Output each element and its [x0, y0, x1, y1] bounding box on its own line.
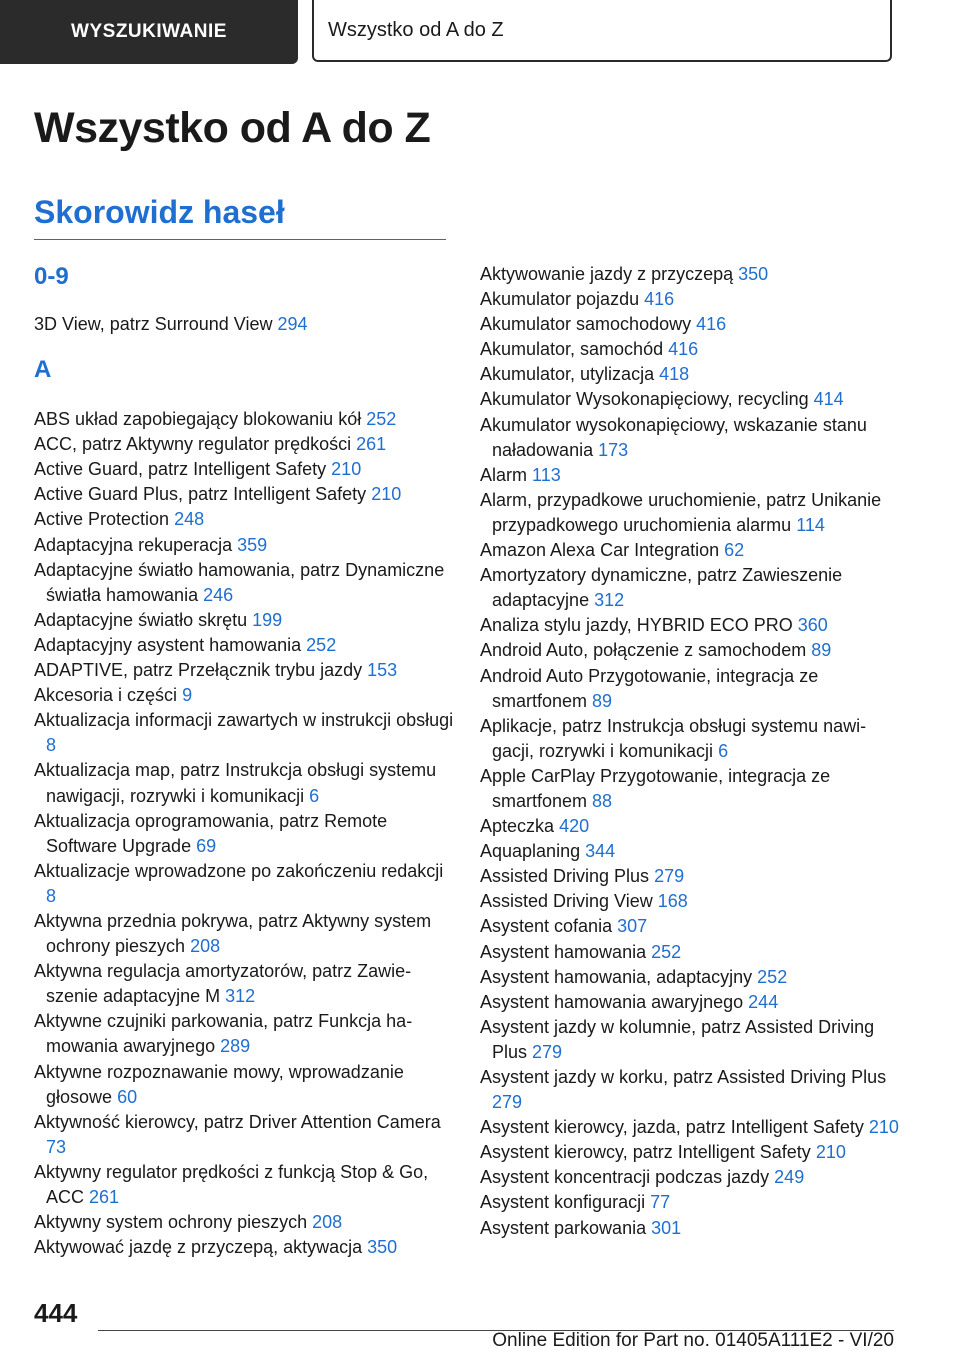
index-entry-term: Akumulator samochodowy	[480, 314, 692, 335]
index-entry[interactable]	[480, 839, 900, 864]
index-entry[interactable]	[480, 463, 900, 488]
index-entry-term: Aktywny regulator prędkości z funkcją Stop & Go, ACC	[34, 1161, 429, 1207]
index-entry[interactable]	[480, 1165, 900, 1190]
footer-edition-text: Online Edition for Part no. 01405A111E2 - VI/20	[492, 1330, 894, 1351]
index-column-right	[480, 262, 900, 1241]
index-entry-term: Adaptacyjny asystent hamowania	[34, 634, 302, 655]
index-entry-page-link[interactable]: 420	[559, 816, 590, 837]
index-entry[interactable]	[480, 488, 900, 538]
index-entry[interactable]	[34, 859, 454, 909]
index-entry-term: Akumulator wysokonapięciowy, wskazanie stanu naładowania	[480, 414, 867, 460]
index-entry-term: Asystent cofania	[480, 916, 613, 937]
index-entry-page-link[interactable]: 312	[594, 590, 625, 611]
index-entry-term: Asystent hamowania awaryjnego	[480, 991, 744, 1012]
index-entry-page-link[interactable]: 414	[813, 389, 844, 410]
index-entry-term: Aktualizacja informacji zawartych w instrukcji obsługi	[34, 710, 454, 731]
index-entry-term: Active Protection	[34, 509, 170, 530]
index-entry[interactable]	[34, 312, 454, 337]
index-column-left	[34, 262, 454, 1260]
index-entry[interactable]	[34, 558, 454, 608]
index-entry-page-link[interactable]: 6	[309, 785, 320, 806]
index-entry-page-link[interactable]: 307	[617, 916, 648, 937]
index-entry-page-link[interactable]: 73	[46, 1136, 67, 1157]
index-entry-term: Aktywna regulacja amortyzatorów, patrz Zawieszenie adaptacyjne M	[34, 961, 412, 1007]
index-entry[interactable]	[480, 613, 900, 638]
index-entry-term: Adaptacyjne światło skrętu	[34, 609, 248, 630]
index-entry[interactable]	[34, 708, 454, 758]
index-entry-page-link[interactable]: 210	[371, 484, 402, 505]
index-entry[interactable]	[34, 1060, 454, 1110]
index-entry-page-link[interactable]: 279	[654, 866, 685, 887]
section-divider	[34, 239, 446, 240]
index-entry-term: Aktualizacja map, patrz Instrukcja obsługi systemu nawigacji, rozrywki i komunikacji	[34, 760, 437, 806]
index-entry-term: Asystent parkowania	[480, 1217, 647, 1238]
index-entry-page-link[interactable]: 60	[117, 1086, 138, 1107]
index-entry-page-link[interactable]: 77	[650, 1192, 671, 1213]
index-entry[interactable]	[34, 533, 454, 558]
index-entry-term: Adaptacyjne światło hamowania, patrz Dynamiczne światła hamowania	[34, 559, 445, 605]
index-entry-page-link[interactable]: 62	[724, 540, 745, 561]
index-entry[interactable]	[34, 1235, 454, 1260]
index-entry[interactable]	[480, 387, 900, 412]
index-entry-page-link[interactable]: 359	[237, 534, 268, 555]
index-entry[interactable]	[480, 664, 900, 714]
index-entry-term: Active Guard Plus, patrz Intelligent Safety	[34, 484, 367, 505]
index-entry[interactable]	[34, 432, 454, 457]
index-entry-term: Active Guard, patrz Intelligent Safety	[34, 459, 327, 480]
index-entry-term: ABS układ zapobiegający blokowaniu kół	[34, 409, 362, 430]
index-entry[interactable]	[34, 457, 454, 482]
index-entry[interactable]	[34, 507, 454, 532]
index-entry[interactable]	[480, 312, 900, 337]
index-entry[interactable]	[480, 864, 900, 889]
index-entry[interactable]	[480, 1115, 900, 1140]
index-entry-term: Akumulator, utylizacja	[480, 364, 655, 385]
index-entry-term: Akumulator, samochód	[480, 339, 664, 360]
index-entry[interactable]	[34, 633, 454, 658]
index-entry-term: ACC, patrz Aktywny regulator prędkości	[34, 434, 352, 455]
index-entry-page-link[interactable]: 246	[203, 584, 234, 605]
index-entry-term: Asystent jazdy w kolumnie, patrz Assisted Driving Plus	[480, 1016, 875, 1062]
index-entry-term: Aktualizacje wprowadzone po zakończeniu redakcji	[34, 860, 444, 881]
index-entry[interactable]	[480, 1015, 900, 1065]
index-entry-page-link[interactable]: 199	[252, 609, 283, 630]
index-entry-page-link[interactable]: 210	[815, 1142, 846, 1163]
index-entry[interactable]	[480, 965, 900, 990]
index-entry-term: 3D View, patrz Surround View	[34, 314, 273, 334]
index-entry-term: Aktywne czujniki parkowania, patrz Funkcja hamowania awaryjnego	[34, 1011, 413, 1057]
index-entry-page-link[interactable]: 88	[592, 790, 613, 811]
index-entry-term: Alarm, przypadkowe uruchomienie, patrz Unikanie przypadkowego uruchomienia alarmu	[480, 489, 882, 535]
index-entry-term: Aktywne rozpoznawanie mowy, wprowadzanie głosowe	[34, 1061, 404, 1107]
index-entry[interactable]	[34, 959, 454, 1009]
index-entry-term: Asystent koncentracji podczas jazdy	[480, 1167, 770, 1188]
index-entry[interactable]	[480, 337, 900, 362]
index-entry[interactable]	[480, 714, 900, 764]
index-entry-page-link[interactable]: 69	[196, 835, 217, 856]
index-entry-term: Asystent konfiguracji	[480, 1192, 646, 1213]
index-entry-term: Aktywność kierowcy, patrz Driver Attention Camera	[34, 1111, 441, 1132]
index-letter-heading: 0-9	[34, 263, 69, 290]
index-entry-term: Akcesoria i części	[34, 685, 178, 706]
index-entry[interactable]	[34, 758, 454, 808]
index-entry-term: ADAPTIVE, patrz Przełącznik trybu jazdy	[34, 660, 363, 681]
index-entry-page-link[interactable]: 168	[657, 891, 688, 912]
index-entry-page-link[interactable]: 416	[668, 339, 699, 360]
index-entry-term: Akumulator Wysokonapięciowy, recycling	[480, 389, 809, 410]
index-entry-term: Aplikacje, patrz Instrukcja obsługi systemu nawigacji, rozrywki i komunikacji	[480, 715, 867, 761]
tab-chapter-title[interactable]	[312, 0, 892, 62]
index-entry[interactable]	[34, 407, 454, 432]
index-entry[interactable]	[480, 638, 900, 663]
index-entry[interactable]	[480, 262, 900, 287]
index-entry-page-link[interactable]: 416	[644, 289, 675, 310]
index-entry-page-link[interactable]: 8	[46, 885, 57, 906]
index-entry-page-link[interactable]: 261	[89, 1187, 120, 1207]
index-entry[interactable]	[480, 413, 900, 463]
index-entry-page-link[interactable]: 89	[811, 640, 832, 661]
index-entry-term: Assisted Driving View	[480, 891, 653, 912]
index-entry[interactable]	[34, 1210, 454, 1235]
index-entry-page-link[interactable]: 210	[331, 459, 362, 480]
index-entry-page-link[interactable]: 252	[306, 634, 337, 655]
index-entry-page-link[interactable]: 261	[356, 434, 387, 455]
index-entry[interactable]	[34, 683, 454, 708]
index-entry-term: Aktualizacja oprogramowania, patrz Remote Software Upgrade	[34, 810, 388, 856]
index-entry-page-link[interactable]: 294	[277, 314, 308, 334]
index-entry-term: Aktywować jazdę z przyczepą, aktywacja	[34, 1237, 363, 1258]
index-entry-term: Android Auto Przygotowanie, integracja ze smartfonem	[480, 665, 819, 711]
index-entry-page-link[interactable]: 279	[532, 1041, 563, 1062]
section-title: Skorowidz haseł	[34, 194, 285, 230]
index-entry-page-link[interactable]: 113	[532, 464, 561, 485]
index-entry-page-link[interactable]: 173	[598, 439, 629, 460]
index-entry-term: Apteczka	[480, 816, 555, 837]
index-entry-term: Asystent kierowcy, jazda, patrz Intelligent Safety	[480, 1117, 864, 1138]
index-entry-term: Asystent kierowcy, patrz Intelligent Safety	[480, 1142, 811, 1163]
index-entry-page-link[interactable]: 252	[651, 941, 682, 962]
index-entry-term: Amortyzatory dynamiczne, patrz Zawieszenie adaptacyjne	[480, 565, 843, 611]
index-entry-term: Alarm	[480, 464, 528, 485]
index-letter-heading: A	[34, 356, 52, 384]
index-entry[interactable]	[34, 608, 454, 633]
tab-chapter-label: Wszystko od A do Z	[328, 18, 504, 41]
index-entry[interactable]	[480, 914, 900, 939]
index-entry-term: Apple CarPlay Przygotowanie, integracja ze smartfonem	[480, 765, 831, 811]
index-entry-page-link[interactable]: 114	[796, 514, 825, 535]
index-entry-term: Assisted Driving Plus	[480, 866, 650, 887]
index-entry-term: Aktywny system ochrony pieszych	[34, 1212, 308, 1233]
index-entry-page-link[interactable]: 416	[696, 314, 727, 335]
index-entry-term: Analiza stylu jazdy, HYBRID ECO PRO	[480, 615, 793, 636]
index-entry[interactable]	[480, 764, 900, 814]
index-entry[interactable]	[480, 1216, 900, 1241]
index-entry-page-link[interactable]: 360	[797, 615, 828, 636]
index-entry[interactable]	[34, 1110, 454, 1160]
index-entry-page-link[interactable]: 350	[367, 1237, 398, 1258]
index-entry[interactable]	[480, 814, 900, 839]
index-entry-page-link[interactable]: 9	[182, 685, 193, 706]
index-entry-page-link[interactable]: 89	[592, 690, 613, 711]
index-entry[interactable]	[34, 809, 454, 859]
index-entry-page-link[interactable]: 244	[748, 991, 779, 1012]
index-entry-page-link[interactable]: 418	[659, 364, 690, 385]
index-entry-term: Amazon Alexa Car Integration	[480, 540, 720, 561]
index-entry[interactable]	[34, 1009, 454, 1059]
index-entry[interactable]	[480, 990, 900, 1015]
index-entry-page-link[interactable]: 210	[868, 1117, 899, 1138]
index-entry-term: Asystent hamowania	[480, 941, 647, 962]
index-entry-term: Android Auto, połączenie z samochodem	[480, 640, 807, 661]
page-title: Wszystko od A do Z	[34, 104, 431, 152]
index-entry-page-link[interactable]: 153	[367, 660, 398, 681]
index-entry-page-link[interactable]: 248	[174, 509, 205, 530]
tab-search[interactable]	[0, 0, 298, 64]
index-entry[interactable]	[480, 1065, 900, 1115]
index-entry-term: Aquaplaning	[480, 841, 581, 862]
page-number: 444	[34, 1298, 78, 1328]
index-entry-page-link[interactable]: 252	[366, 409, 397, 430]
index-entry[interactable]	[34, 1160, 454, 1210]
index-entry[interactable]	[480, 538, 900, 563]
tab-search-label: WYSZUKIWANIE	[71, 21, 227, 42]
index-entry-page-link[interactable]: 8	[46, 735, 57, 756]
index-entry-page-link[interactable]: 6	[718, 740, 729, 761]
index-entry-page-link[interactable]: 350	[738, 264, 769, 284]
index-entry[interactable]	[480, 1140, 900, 1165]
index-entry-term: Adaptacyjna rekuperacja	[34, 534, 233, 555]
index-entry-page-link[interactable]: 312	[225, 986, 256, 1007]
index-entry[interactable]	[480, 889, 900, 914]
index-entry-page-link[interactable]: 208	[190, 936, 221, 957]
index-entry-page-link[interactable]: 301	[651, 1217, 682, 1238]
index-entry-term: Akumulator pojazdu	[480, 289, 640, 310]
index-entry-page-link[interactable]: 252	[757, 966, 788, 987]
index-entry-page-link[interactable]: 249	[774, 1167, 805, 1188]
index-entry[interactable]	[34, 482, 454, 507]
index-entry-page-link[interactable]: 344	[585, 841, 616, 862]
index-entry-term: Aktywna przednia pokrywa, patrz Aktywny system ochrony pieszych	[34, 910, 432, 957]
index-entry[interactable]	[480, 940, 900, 965]
index-entry-term: Asystent jazdy w korku, patrz Assisted Driving Plus	[480, 1067, 887, 1087]
index-entry-term: Aktywowanie jazdy z przyczepą	[480, 264, 734, 284]
index-entry-term: Asystent hamowania, adaptacyjny	[480, 966, 753, 987]
index-entry-page-link[interactable]: 279	[492, 1092, 523, 1113]
index-entry[interactable]	[480, 287, 900, 312]
index-entry[interactable]	[34, 909, 454, 959]
index-entry[interactable]	[34, 658, 454, 683]
index-entry-page-link[interactable]: 208	[312, 1212, 343, 1233]
index-entry[interactable]	[480, 563, 900, 613]
index-entry[interactable]	[480, 362, 900, 387]
index-entry-page-link[interactable]: 289	[220, 1036, 251, 1057]
index-entry[interactable]	[480, 1190, 900, 1215]
